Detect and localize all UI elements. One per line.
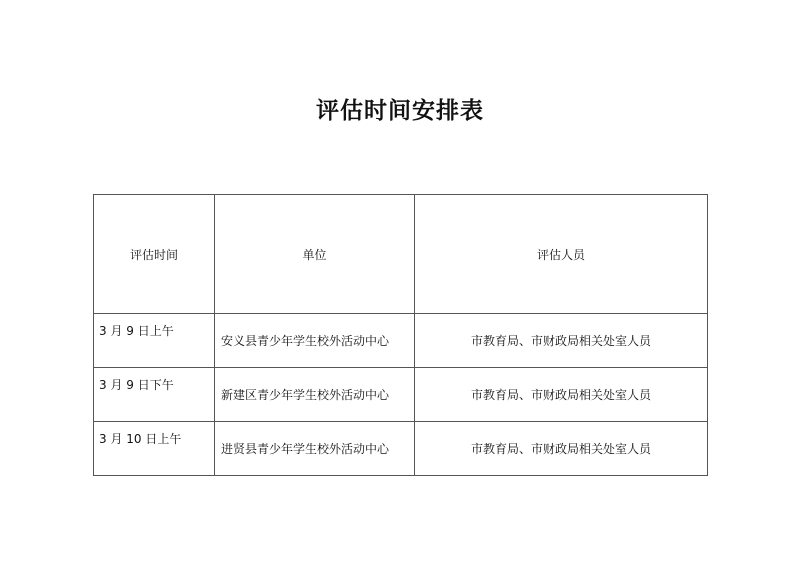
cell-time: 3 月 9 日上午	[94, 314, 215, 368]
header-time: 评估时间	[94, 195, 215, 314]
header-staff: 评估人员	[415, 195, 708, 314]
cell-time: 3 月 10 日上午	[94, 422, 215, 476]
document-title: 评估时间安排表	[316, 98, 484, 124]
cell-staff: 市教育局、市财政局相关处室人员	[415, 368, 708, 422]
schedule-table	[93, 194, 708, 476]
table-header-row	[94, 195, 708, 314]
table-row	[94, 368, 708, 422]
table-row	[94, 422, 708, 476]
cell-unit: 进贤县青少年学生校外活动中心	[215, 422, 415, 476]
cell-time: 3 月 9 日下午	[94, 368, 215, 422]
table-row	[94, 314, 708, 368]
cell-unit: 新建区青少年学生校外活动中心	[215, 368, 415, 422]
header-unit: 单位	[215, 195, 415, 314]
cell-staff: 市教育局、市财政局相关处室人员	[415, 422, 708, 476]
cell-unit: 安义县青少年学生校外活动中心	[215, 314, 415, 368]
cell-staff: 市教育局、市财政局相关处室人员	[415, 314, 708, 368]
